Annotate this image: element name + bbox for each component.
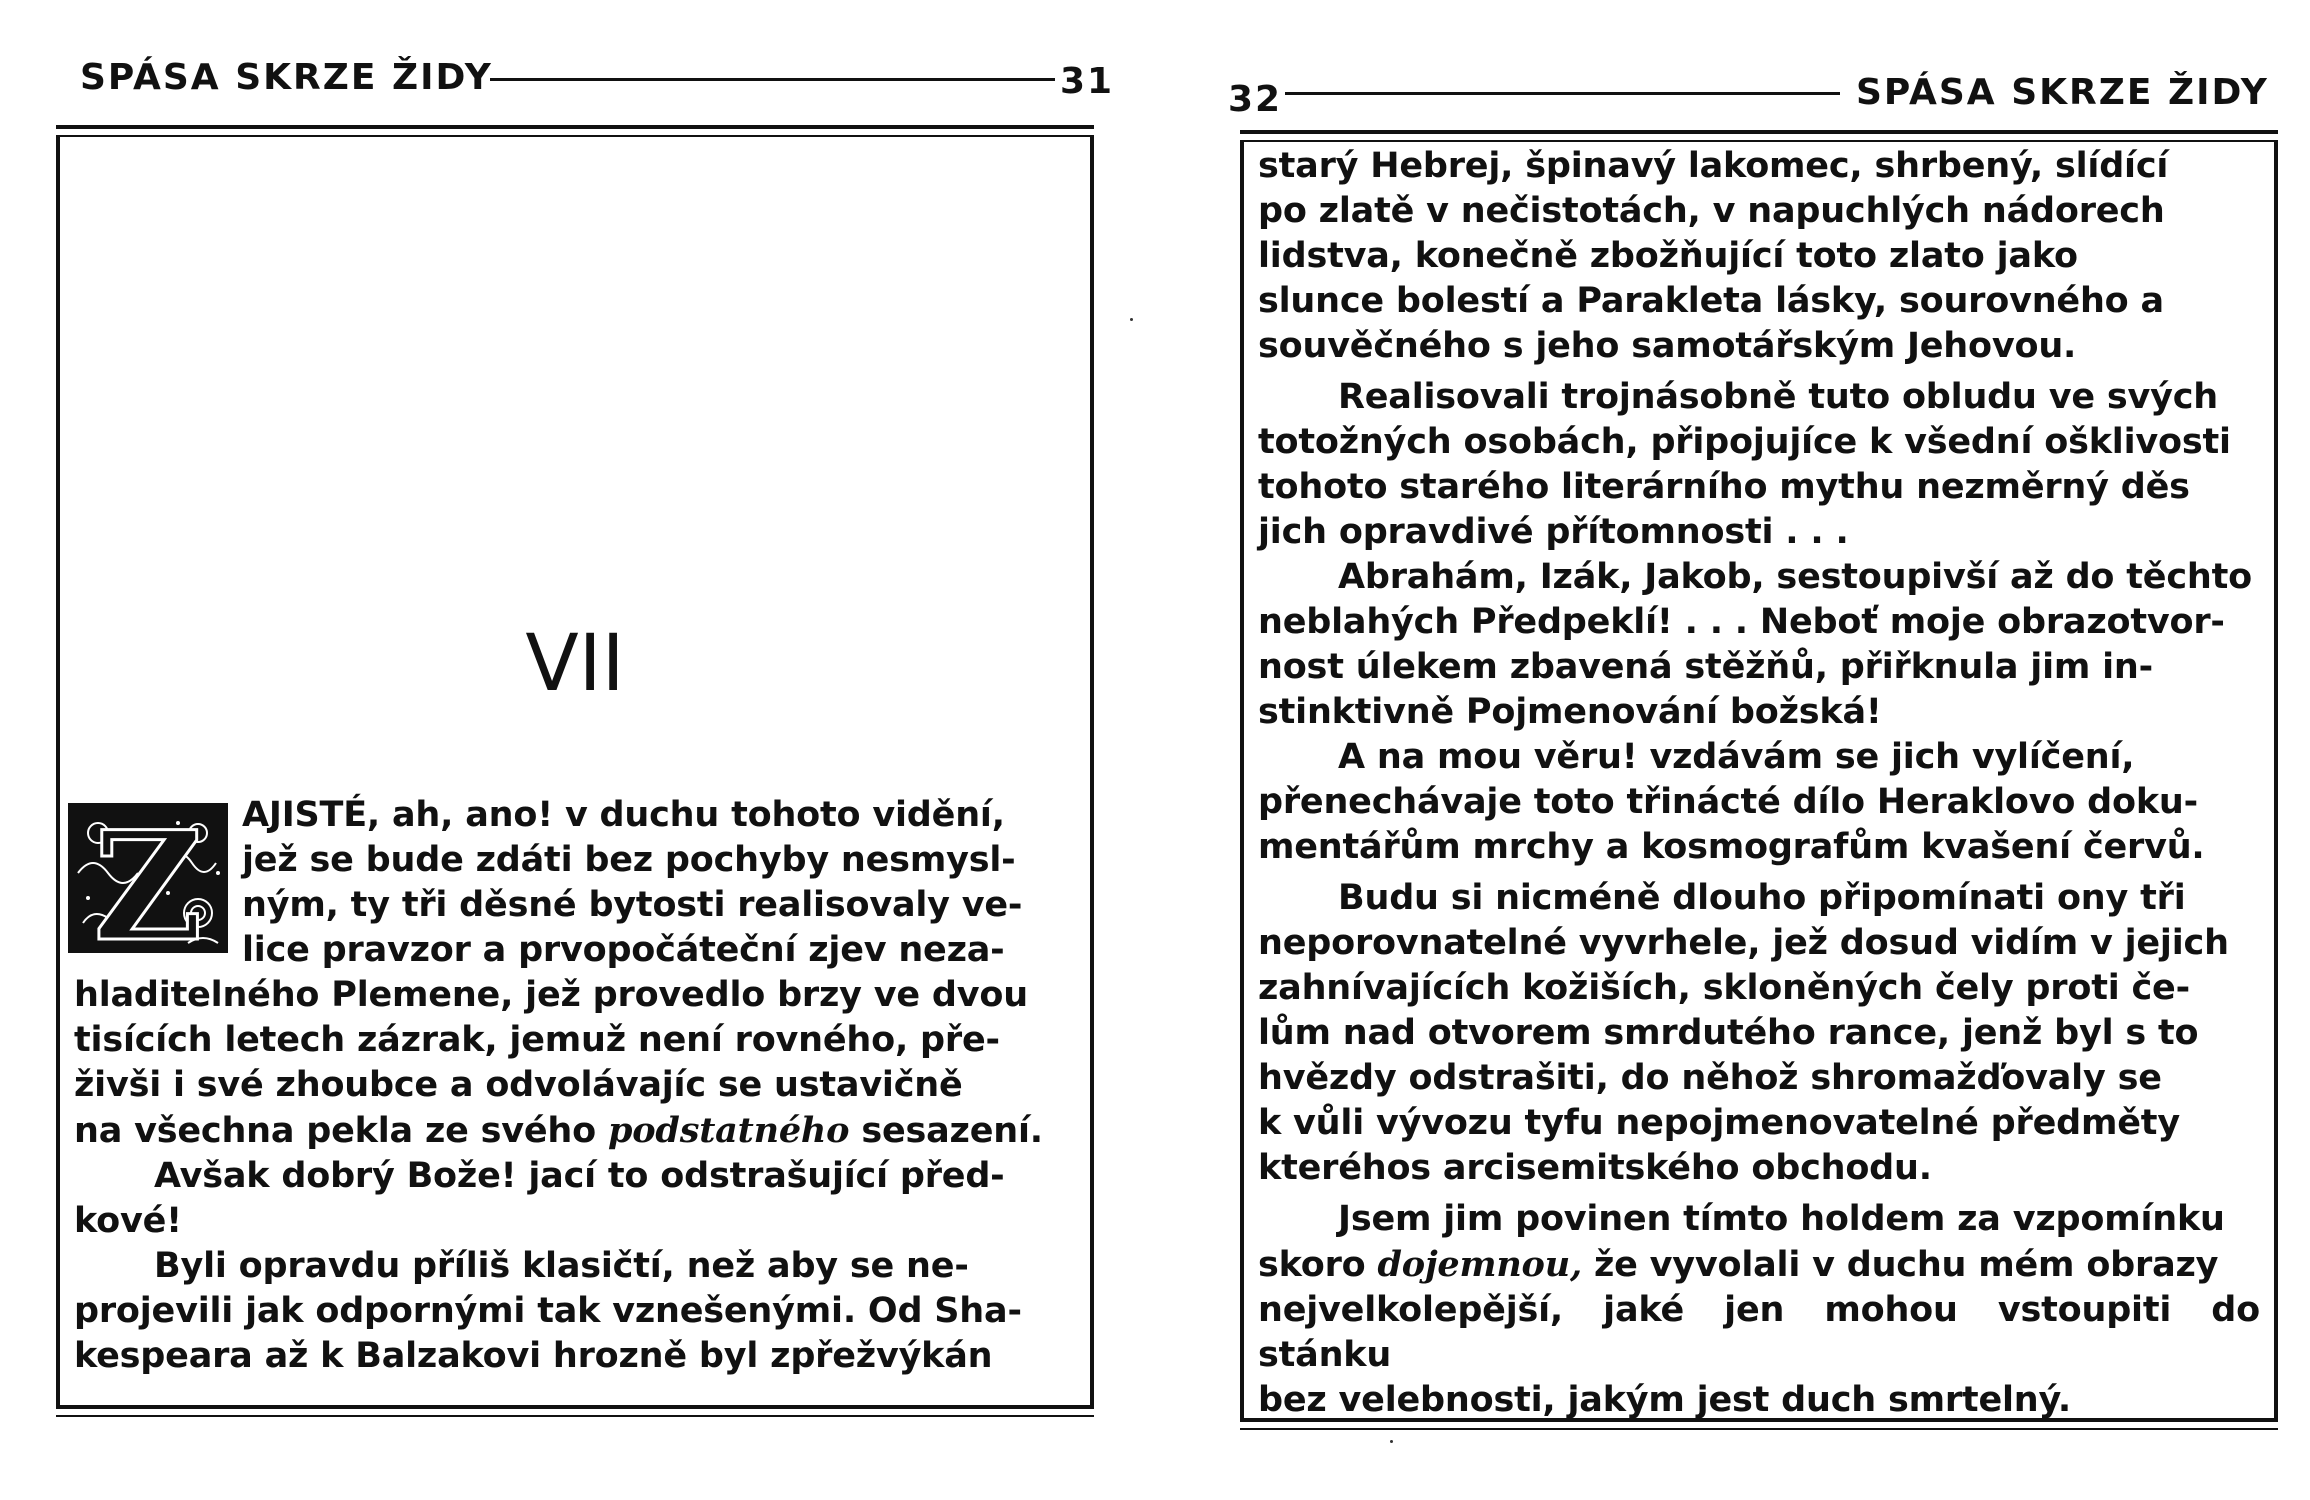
text-line: AJISTÉ, ah, ano! v duchu tohoto vidění, [242,795,1005,835]
text-line: kespeara až k Balzakovi hrozně byl zpřežvýkán [74,1336,993,1376]
text-line: po zlatě v nečistotách, v napuchlých nádorech [1258,191,2165,231]
text-line: nost úlekem zbavená stěžňů, přiřknula jim in- [1258,647,2153,687]
text-line: A na mou věru! vzdávám se jich vylíčení, [1338,737,2135,777]
frame-top-rule [56,125,1094,137]
frame-top-rule [1240,130,2278,142]
speck [1130,318,1133,321]
text-line: tisících letech zázrak, jemuž není rovného, pře- [74,1020,1000,1060]
text-line: Avšak dobrý Bože! jací to odstrašující před- [154,1156,1005,1196]
text-line: kové! [74,1201,182,1241]
text-line: neporovnatelné vyvrhele, jež dosud vidím v jejich [1258,923,2229,963]
text-line: tohoto starého literárního mythu nezměrný děs [1258,467,2190,507]
text-line: hvězdy odstrašiti, do něhož shromažďovaly se [1258,1058,2162,1098]
text-line: zahnívajících kožiších, skloněných čely proti če- [1258,968,2190,1008]
ornament-icon [68,803,228,953]
header-rule [1285,92,1840,95]
text-line: souvěčného s jeho samotářským Jehovou. [1258,326,2077,366]
left-page [0,0,1130,1500]
italic-word: dojemnou, [1377,1244,1582,1285]
text-line: nejvelkolepější, jaké jen mohou vstoupiti do stánku [1258,1290,2260,1375]
text-line: hladitelného Plemene, jež provedlo brzy ve dvou [74,975,1028,1015]
text-line: neblahých Předpeklí! . . . Neboť moje obrazotvor- [1258,602,2225,642]
body-text [1258,144,2260,1423]
page-number: 31 [1060,61,1115,102]
text-line: slunce bolestí a Parakleta lásky, sourovného a [1258,281,2164,321]
italic-word: podstatného [608,1110,850,1151]
frame-bottom-rule [56,1405,1094,1417]
text-line: k vůli vývozu tyfu nepojmenovatelné předměty [1258,1103,2180,1143]
text-line: Jsem jim povinen tímto holdem za vzpomínku [1338,1199,2225,1239]
text-line: projevili jak odpornými tak vznešenými. Od Sha- [74,1291,1022,1331]
header-rule [490,78,1055,81]
text-line: živši i své zhoubce a odvolávajíc se ustavičně [74,1065,963,1105]
text-line: Byli opravdu příliš klasičtí, než aby se ne- [154,1246,969,1286]
text-line: lice pravzor a prvopočáteční zjev neza- [242,930,1005,970]
text-line: jich opravdivé přítomnosti . . . [1258,512,1849,552]
text-line: Budu si nicméně dlouho připomínati ony tři [1338,878,2186,918]
text-line: kteréhos arcisemitského obchodu. [1258,1148,1932,1188]
text-line: Realisovali trojnásobně tuto obludu ve svých [1338,377,2218,417]
text-line: Abrahám, Izák, Jakob, sestoupivší až do těchto [1338,557,2252,597]
text-line: lům nad otvorem smrdutého rance, jenž byl s to [1258,1013,2199,1053]
text-line: skoro dojemnou, že vyvolali v duchu mém obrazy [1258,1244,2219,1285]
text-line: lidstva, konečně zbožňující toto zlato jako [1258,236,2078,276]
decorative-initial [68,803,228,953]
page-frame [56,135,1094,1405]
right-page [1180,0,2310,1500]
text-line: přenechávaje toto třinácté dílo Heraklovo doku- [1258,782,2198,822]
text-line: ným, ty tři děsné bytosti realisovaly ve- [242,885,1023,925]
running-head: SPÁSA SKRZE ŽIDY [1856,72,2269,113]
text-line: mentářům mrchy a kosmografům kvašení červů. [1258,827,2205,867]
text-line: na všechna pekla ze svého podstatného sesazení. [74,1110,1043,1151]
chapter-numeral: VII [525,619,625,709]
text-line: starý Hebrej, špinavý lakomec, shrbený, slídící [1258,146,2169,186]
page-frame [1240,140,2278,1418]
text-line: bez velebnosti, jakým jest duch smrtelný. [1258,1380,2072,1420]
text-line: stinktivně Pojmenování božská! [1258,692,1882,732]
running-head: SPÁSA SKRZE ŽIDY [80,57,493,98]
text-line: jež se bude zdáti bez pochyby nesmysl- [242,840,1016,880]
text-line: totožných osobách, připojujíce k všední ošklivosti [1258,422,2231,462]
svg-text:Z: Z [93,803,203,953]
body-text [74,793,1076,1379]
page-number: 32 [1228,79,1283,120]
